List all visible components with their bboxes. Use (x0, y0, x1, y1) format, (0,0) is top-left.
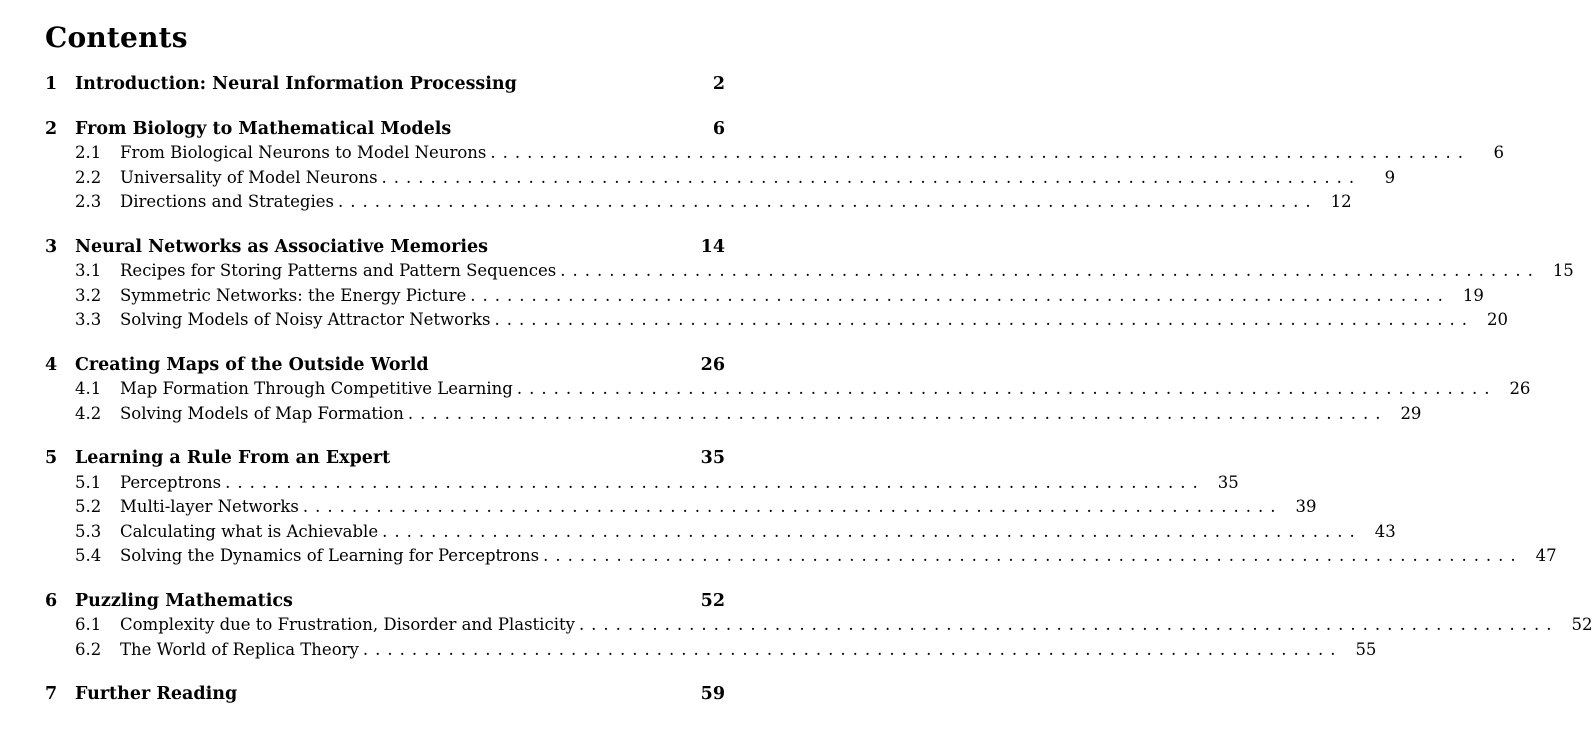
chapter-entry[interactable] (45, 684, 725, 709)
chapter-title: Further Reading (75, 684, 238, 704)
dot-leader: ................................................................................ (407, 403, 1388, 423)
section-title: Directions and Strategies (120, 192, 334, 211)
dot-leader: ................................................................................ (362, 639, 1343, 659)
chapter-number: 7 (45, 684, 58, 704)
chapter-spacer (45, 335, 725, 355)
chapter-number: 3 (45, 236, 58, 257)
section-page-number: 12 (1330, 192, 1352, 211)
dot-leader: ................................................................................ (490, 143, 1470, 162)
table-of-contents (45, 74, 1593, 709)
toc-chapter (45, 684, 725, 709)
section-entry[interactable] (45, 192, 1352, 217)
chapter-entry[interactable] (45, 591, 725, 616)
dot-leader: ................................................................................ (337, 192, 1318, 211)
chapter-number: 5 (45, 448, 58, 468)
chapter-spacer (45, 571, 725, 591)
section-page-number: 15 (1552, 261, 1574, 280)
toc-chapter (45, 118, 1504, 217)
toc-chapter (45, 354, 1531, 429)
dot-leader: ................................................................................ (516, 379, 1497, 398)
chapter-title: Puzzling Mathematics (75, 590, 293, 611)
chapter-spacer (45, 428, 725, 448)
section-page-number: 19 (1462, 285, 1484, 305)
section-entry[interactable] (45, 261, 1574, 286)
section-page-number: 35 (1217, 472, 1239, 492)
chapter-title: Neural Networks as Associative Memories (75, 236, 488, 257)
section-page-number: 29 (1400, 403, 1422, 423)
chapter-number: 6 (45, 590, 58, 611)
section-entry[interactable] (45, 615, 1593, 640)
section-number: 2.2 (75, 167, 102, 187)
chapter-entry[interactable] (45, 119, 725, 144)
section-number: 3.3 (75, 310, 102, 329)
section-title: Universality of Model Neurons (120, 167, 378, 187)
section-number: 6.1 (75, 615, 102, 634)
section-entry[interactable] (45, 546, 1557, 571)
section-title: Multi-layer Networks (120, 497, 299, 516)
dot-leader: ................................................................................ (381, 167, 1362, 187)
section-title: Recipes for Storing Patterns and Pattern Sequences (120, 261, 557, 280)
section-number: 2.1 (75, 143, 102, 162)
chapter-spacer (45, 99, 725, 119)
chapter-page-number: 52 (700, 590, 725, 611)
section-number: 5.1 (75, 472, 102, 492)
section-entry[interactable] (45, 379, 1531, 404)
dot-leader: ................................................................................ (560, 261, 1540, 280)
chapter-page-number: 2 (712, 74, 725, 94)
chapter-page-number: 35 (700, 448, 725, 468)
section-page-number: 39 (1295, 497, 1317, 516)
toc-chapter (45, 236, 1574, 335)
section-entry[interactable] (45, 167, 1396, 193)
section-entry[interactable] (45, 497, 1317, 522)
chapter-spacer (45, 217, 725, 237)
section-page-number: 9 (1384, 167, 1396, 187)
chapter-title: Learning a Rule From an Expert (75, 448, 391, 468)
chapter-number: 1 (45, 74, 58, 94)
section-title: Symmetric Networks: the Energy Picture (120, 285, 467, 305)
section-entry[interactable] (45, 143, 1504, 168)
contents-heading: Contents (45, 21, 188, 54)
section-entry[interactable] (45, 521, 1396, 547)
chapter-entry[interactable] (45, 237, 725, 262)
section-number: 3.1 (75, 261, 102, 280)
chapter-title: Creating Maps of the Outside World (75, 354, 429, 375)
section-title: The World of Replica Theory (120, 639, 359, 659)
toc-chapter (45, 590, 1593, 665)
section-entry[interactable] (45, 403, 1422, 429)
section-number: 5.3 (75, 521, 102, 541)
chapter-entry[interactable] (45, 448, 725, 473)
section-title: Map Formation Through Competitive Learning (120, 379, 513, 398)
toc-chapter (45, 74, 725, 99)
section-entry[interactable] (45, 472, 1239, 498)
chapter-title: Introduction: Neural Information Processing (75, 74, 517, 94)
chapter-title: From Biology to Mathematical Models (75, 118, 452, 139)
section-page-number: 20 (1487, 310, 1509, 329)
toc-chapter (45, 448, 1557, 571)
section-page-number: 43 (1374, 521, 1396, 541)
chapter-entry[interactable] (45, 74, 725, 99)
section-title: From Biological Neurons to Model Neurons (120, 143, 487, 162)
dot-leader: ................................................................................ (578, 615, 1559, 634)
section-title: Calculating what is Achievable (120, 521, 379, 541)
section-number: 6.2 (75, 639, 102, 659)
section-number: 3.2 (75, 285, 102, 305)
section-page-number: 55 (1355, 639, 1377, 659)
section-title: Perceptrons (120, 472, 222, 492)
chapter-page-number: 14 (700, 236, 725, 257)
dot-leader: ................................................................................ (543, 546, 1523, 565)
dot-leader: ................................................................................ (225, 472, 1205, 492)
section-title: Solving Models of Map Formation (120, 403, 404, 423)
section-page-number: 52 (1571, 615, 1593, 634)
dot-leader: ................................................................................ (494, 310, 1475, 329)
section-entry[interactable] (45, 639, 1377, 665)
section-title: Solving the Dynamics of Learning for Perceptrons (120, 546, 540, 565)
section-page-number: 6 (1493, 143, 1504, 162)
section-title: Solving Models of Noisy Attractor Networks (120, 310, 491, 329)
section-number: 4.1 (75, 379, 102, 398)
chapter-page-number: 6 (712, 118, 725, 139)
section-entry[interactable] (45, 310, 1509, 335)
section-number: 5.4 (75, 546, 102, 565)
dot-leader: ................................................................................ (382, 521, 1362, 541)
chapter-number: 4 (45, 354, 58, 375)
chapter-entry[interactable] (45, 355, 725, 380)
section-number: 2.3 (75, 192, 102, 211)
section-title: Complexity due to Frustration, Disorder and Plasticity (120, 615, 575, 634)
section-number: 5.2 (75, 497, 102, 516)
section-page-number: 26 (1509, 379, 1531, 398)
chapter-spacer (45, 664, 725, 684)
chapter-page-number: 26 (700, 354, 725, 375)
dot-leader: ................................................................................ (302, 497, 1283, 516)
section-entry[interactable] (45, 285, 1484, 311)
chapter-number: 2 (45, 118, 58, 139)
chapter-page-number: 59 (700, 684, 725, 704)
dot-leader: ................................................................................ (470, 285, 1450, 305)
section-page-number: 47 (1535, 546, 1557, 565)
section-number: 4.2 (75, 403, 102, 423)
